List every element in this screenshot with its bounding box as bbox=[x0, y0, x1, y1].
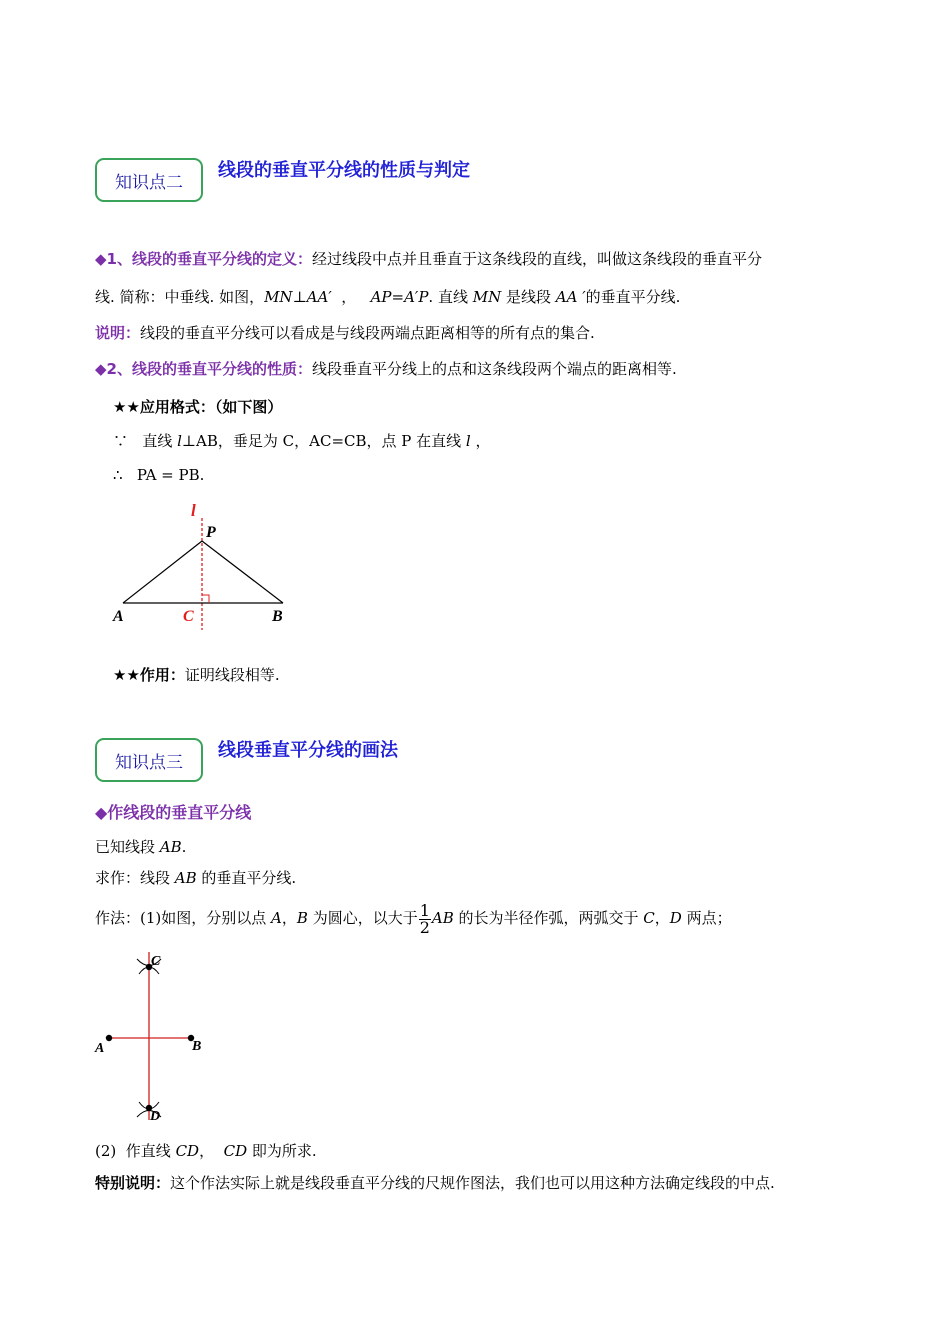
method-text-c: 的长为半径作弧，两弧交于 bbox=[453, 909, 644, 927]
separator: ， bbox=[331, 288, 371, 306]
math-ab-given: AB bbox=[159, 838, 182, 856]
label-l: l bbox=[191, 501, 196, 520]
because-line bbox=[113, 430, 491, 451]
given-line bbox=[95, 836, 186, 857]
use-label: ★★作用： bbox=[113, 666, 185, 684]
note-line bbox=[95, 322, 595, 343]
section-title-3: 线段垂直平分线的画法 bbox=[218, 740, 398, 761]
math-cd-1: CD bbox=[175, 1142, 200, 1160]
step2-text-a: (2) 作直线 bbox=[95, 1142, 176, 1160]
math-ab-required: AB bbox=[174, 869, 197, 887]
math-l: l bbox=[177, 432, 182, 450]
definition-text-c: . 直线 bbox=[428, 288, 473, 306]
because-text-a: 直线 bbox=[142, 432, 178, 450]
definition-text-a: 经过线段中点并且垂直于这条线段的直线，叫做这条线段的垂直平分 bbox=[311, 250, 762, 268]
required-text-b: 的垂直平分线. bbox=[196, 869, 297, 887]
math-cd-2: CD bbox=[223, 1142, 248, 1160]
section-title-2: 线段的垂直平分线的性质与判定 bbox=[218, 160, 470, 181]
definition-label: ◆1、线段的垂直平分线的定义： bbox=[95, 250, 312, 268]
because-text-b: ⊥AB，垂足为 C，AC=CB，点 P 在直线 bbox=[181, 432, 466, 450]
perpendicular-bisector-figure bbox=[105, 498, 305, 630]
fraction-numerator: 1 bbox=[419, 900, 430, 920]
note-text: 线段的垂直平分线可以看成是与线段两端点距离相等的所有点的集合. bbox=[140, 324, 595, 342]
property-text: 线段垂直平分线上的点和这条线段两个端点的距离相等. bbox=[311, 360, 677, 378]
given-text-b: . bbox=[181, 838, 187, 856]
label-p: P bbox=[206, 524, 216, 541]
special-note-label: 特别说明： bbox=[95, 1174, 171, 1192]
label-b: B bbox=[272, 608, 283, 625]
segment-pb bbox=[202, 541, 283, 603]
definition-text-b: 线. 简称：中垂线. 如图， bbox=[95, 288, 265, 306]
right-angle-mark bbox=[202, 595, 209, 603]
method-text-b: 为圆心，以大于 bbox=[307, 909, 418, 927]
construction-figure bbox=[90, 948, 220, 1128]
math-l2: l bbox=[465, 432, 471, 450]
math-mn2: MN bbox=[472, 288, 502, 306]
method-text-a: 作法：(1)如图，分别以点 bbox=[95, 909, 272, 927]
property-label: ◆2、线段的垂直平分线的性质： bbox=[95, 360, 312, 378]
definition-text-e: 的垂直平分线. bbox=[585, 288, 681, 306]
use-line bbox=[113, 664, 280, 685]
required-text-a: 求作：线段 bbox=[95, 869, 175, 887]
math-ap: AP=A′P bbox=[370, 288, 429, 306]
perp-symbol: ⊥ bbox=[292, 288, 307, 306]
label-b-2: B bbox=[192, 1039, 202, 1054]
math-a: A bbox=[271, 909, 282, 927]
method-comma-2: ， bbox=[654, 909, 670, 927]
definition-text-d: 是线段 bbox=[501, 288, 556, 306]
fraction-half bbox=[419, 900, 431, 937]
special-note-text: 这个作法实际上就是线段垂直平分线的尺规作图法，我们也可以用这种方法确定线段的中点. bbox=[170, 1174, 775, 1192]
because-symbol: ∵ bbox=[113, 432, 129, 450]
math-aa1: AA′ bbox=[306, 288, 332, 306]
required-line bbox=[95, 867, 296, 888]
label-c-2: C bbox=[151, 954, 161, 969]
method-comma: ， bbox=[281, 909, 297, 927]
therefore-line bbox=[113, 466, 204, 484]
therefore-text: PA = PB. bbox=[136, 466, 205, 484]
construction-subtitle: ◆作线段的垂直平分线 bbox=[95, 803, 252, 822]
step2-text-c: 即为所求. bbox=[247, 1142, 317, 1160]
special-note-line bbox=[95, 1172, 775, 1193]
math-ab-method: AB bbox=[431, 909, 454, 927]
segment-pa bbox=[123, 541, 202, 603]
fraction-denominator: 2 bbox=[419, 917, 430, 937]
label-d-2: D bbox=[150, 1109, 161, 1124]
property-line bbox=[95, 358, 677, 379]
section-tag-3: 知识点三 bbox=[95, 738, 203, 782]
method-line bbox=[95, 898, 732, 938]
math-mn: MN bbox=[264, 288, 293, 306]
step2-line bbox=[95, 1140, 317, 1161]
point-a bbox=[106, 1035, 112, 1041]
therefore-symbol: ∴ bbox=[113, 466, 123, 484]
because-text-c: ， bbox=[470, 432, 491, 450]
definition-line-1 bbox=[95, 248, 762, 269]
math-c: C bbox=[643, 909, 655, 927]
given-text-a: 已知线段 bbox=[95, 838, 160, 856]
step2-text-b: ， bbox=[199, 1142, 224, 1160]
label-a-2: A bbox=[95, 1041, 105, 1056]
math-b: B bbox=[296, 909, 308, 927]
format-label: ★★应用格式：（如下图） bbox=[113, 398, 283, 416]
label-a: A bbox=[113, 608, 124, 625]
math-d: D bbox=[669, 909, 682, 927]
section-tag-2: 知识点二 bbox=[95, 158, 203, 202]
use-text: 证明线段相等. bbox=[184, 666, 280, 684]
method-text-d: 两点； bbox=[681, 909, 732, 927]
note-label: 说明： bbox=[95, 324, 141, 342]
math-aa2: AA ′ bbox=[555, 288, 586, 306]
definition-line-2 bbox=[95, 286, 680, 307]
label-c: C bbox=[183, 608, 194, 625]
